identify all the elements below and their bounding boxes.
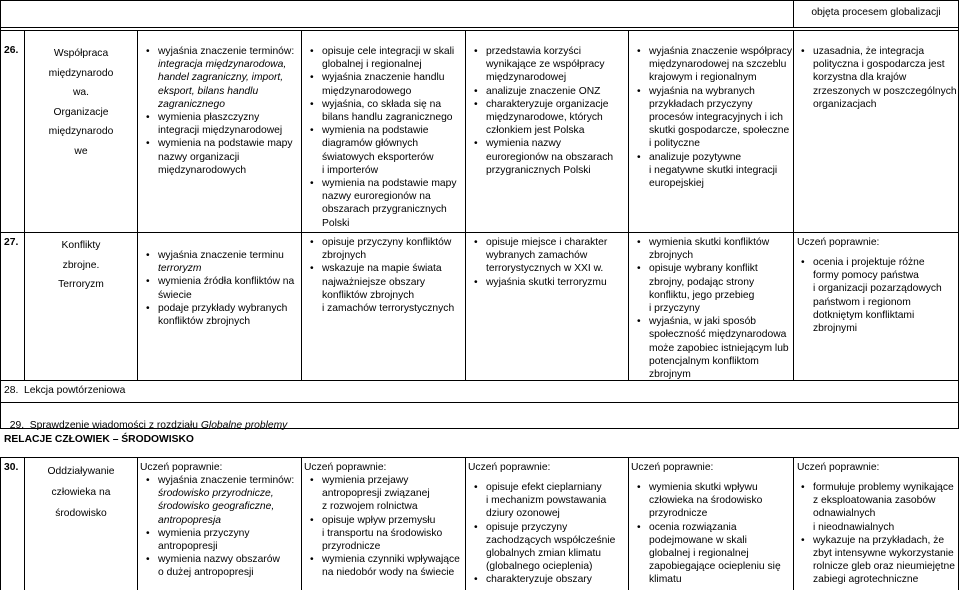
bullet-item: • wymienia płaszczyzny: [146, 111, 294, 124]
bullet-item: • analizuje pozytywne: [637, 151, 792, 164]
topic-line: Oddziaływanie: [47, 466, 115, 477]
bullet-continuation: i importerów: [322, 164, 379, 176]
topic-line: środowisko: [55, 508, 107, 519]
row-27-col4: [474, 236, 607, 289]
bullet-continuation: z rozwojem rolnictwa: [322, 501, 418, 513]
bullet-continuation: terroryzm: [158, 263, 202, 275]
bullet-item: • wymienia na podstawie: [310, 124, 457, 137]
bullet-item: • ocenia rozwiązania: [637, 521, 781, 534]
bullet-continuation: krajowym i regionalnym: [649, 72, 757, 84]
bullet-item: • wymienia przyczyny: [146, 527, 294, 540]
bullet-continuation: zagranicznego: [158, 98, 225, 110]
bullet-continuation: międzynarodowe, których: [486, 112, 603, 124]
bullet-item: • wyjaśnia, w jaki sposób: [637, 315, 789, 328]
bullet-continuation: handel zagraniczny, import,: [158, 72, 284, 84]
bullet-continuation: zbrojny, podając strony: [649, 276, 755, 288]
topic-line: człowieka na: [51, 487, 111, 498]
topic-line: Organizacje: [53, 106, 109, 118]
row-30-col2-heading: Uczeń poprawnie:: [140, 462, 223, 473]
bullet-continuation: i zamachów terrorystycznych: [322, 303, 455, 315]
bullet-continuation: diagramów głównych: [322, 138, 419, 150]
bullet-item: • wymienia na podstawie mapy: [146, 137, 294, 150]
bullet-continuation: korzystna dla krajów: [813, 72, 907, 84]
bullet-continuation: eksport, bilans handlu: [158, 85, 259, 97]
bullet-continuation: konfliktu, jego przebieg: [649, 289, 755, 301]
bullet-continuation: polityczna i gospodarcza jest: [813, 59, 945, 71]
bullet-continuation: nazwy euroregionów na: [322, 191, 431, 203]
bullet-item: • wyjaśnia znaczenie terminu: [146, 249, 294, 262]
bullet-item: • opisuje przyczyny: [474, 521, 615, 534]
bullet-continuation: wybranych zamachów: [486, 250, 588, 262]
row-29-label: 29. Sprawdzenie wiadomości z rozdziału: [9, 420, 201, 432]
row-30-col3-heading: Uczeń poprawnie:: [304, 462, 387, 473]
bullet-continuation: podejmowane w skali: [649, 534, 747, 546]
bullet-continuation: najważniejsze obszary: [322, 276, 426, 288]
bullet-continuation: integracji międzynarodowej: [158, 125, 283, 137]
bullet-continuation: skutki gospodarcze, społeczne: [649, 125, 790, 137]
bullet-continuation: globalnych zmian klimatu: [486, 548, 602, 560]
row-30-col2: [146, 474, 294, 580]
bullet-item: • opisuje wpływ przemysłu: [310, 514, 460, 527]
section-title: RELACJE CZŁOWIEK – ŚRODOWISKO: [4, 434, 194, 445]
bullet-item: • wymienia nazwy obszarów: [146, 553, 294, 566]
bullet-continuation: i transportu na środowisko: [322, 527, 443, 539]
bullet-item: • wskazuje na mapie świata: [310, 262, 454, 275]
bullet-continuation: dziury ozonowej: [486, 508, 560, 520]
row-27-col5: [637, 236, 789, 381]
bullet-continuation: konfliktów zbrojnych: [322, 289, 415, 301]
topic-line: Współpraca: [53, 48, 109, 59]
topic-line: międzynarodo: [48, 126, 114, 137]
row-27-col2: [146, 249, 294, 328]
bullet-continuation: procesów integracyjnych i ich: [649, 112, 783, 124]
row-27-col6: [801, 256, 942, 335]
bullet-continuation: państwom i regionom: [813, 296, 911, 308]
bullet-continuation: o dużej antropopresji: [158, 567, 254, 579]
bullet-continuation: odnawialnych: [813, 508, 876, 520]
bullet-item: • uzasadnia, że integracja: [801, 45, 957, 58]
bullet-item: • wymienia źródła konfliktów na: [146, 275, 294, 288]
bullet-item: • charakteryzuje obszary: [474, 573, 615, 586]
bullet-continuation: wynikające ze współpracy: [486, 59, 605, 71]
bullet-item: • wyjaśnia znaczenie współpracy: [637, 45, 792, 58]
row-27-col3: [310, 236, 454, 315]
bullet-continuation: potencjalnym konfliktom: [649, 355, 759, 367]
row-29-italic-label: Globalne problemy: [200, 420, 288, 432]
topic-line: Terroryzm: [58, 279, 104, 290]
bullet-continuation: konfliktów zbrojnych: [158, 316, 251, 328]
bullet-continuation: członkiem jest Polska: [486, 125, 585, 137]
bullet-continuation: na niedobór wody na świecie: [322, 567, 455, 579]
bullet-item: • przedstawia korzyści: [474, 45, 613, 58]
bullet-continuation: organizacjach: [813, 98, 877, 110]
row-30-col4: [474, 481, 615, 587]
bullet-continuation: i przyczyny: [649, 303, 700, 315]
bullet-continuation: świecie: [158, 289, 192, 301]
bullet-continuation: i organizacji pozarządowych: [813, 283, 942, 295]
bullet-continuation: zbrojnymi: [813, 323, 858, 335]
bullet-item: • wyjaśnia znaczenie terminów:: [146, 474, 294, 487]
bullet-continuation: antropopresja: [158, 514, 221, 526]
topic-line: wa.: [72, 87, 90, 98]
row-30-col6: [801, 481, 955, 587]
bullet-continuation: międzynarodowego: [322, 85, 412, 97]
bullet-continuation: przyrodnicze: [322, 541, 381, 553]
bullet-continuation: i nieodnawialnych: [813, 521, 895, 533]
bullet-continuation: zabiegi agrotechniczne: [813, 574, 919, 586]
bullet-continuation: środowisko geograficzne,: [158, 501, 275, 513]
top-cell-text: objęta procesem globalizacji: [811, 7, 941, 18]
row-30-col5: [637, 481, 781, 587]
bullet-item: • wykazuje na przykładach, że: [801, 534, 955, 547]
bullet-continuation: i polityczne: [649, 138, 700, 150]
bullet-continuation: klimatu: [649, 574, 682, 586]
topic-line: międzynarodo: [48, 67, 114, 79]
bullet-continuation: euroregionów na obszarach: [486, 151, 614, 163]
bullet-item: • analizuje znaczenie ONZ: [474, 85, 613, 98]
bullet-continuation: przykładach przyczyny: [649, 98, 753, 110]
row-28-text: 28. Lekcja powtórzeniowa: [4, 385, 126, 396]
bullet-continuation: przyrodnicze: [649, 508, 708, 520]
bullet-continuation: zbrojnym: [649, 369, 691, 381]
row-27-col6-heading: Uczeń poprawnie:: [797, 237, 880, 248]
bullet-continuation: zachodzących współcześnie: [486, 534, 616, 546]
bullet-item: • wyjaśnia, co składa się na: [310, 98, 457, 111]
row-26-number: 26.: [4, 45, 19, 56]
bullet-continuation: zbrojnych: [649, 250, 694, 262]
bullet-continuation: obszarach przygranicznych: [322, 204, 447, 216]
bullet-continuation: terrorystycznych w XXI w.: [486, 263, 604, 275]
bullet-continuation: środowisko przyrodnicze,: [158, 488, 274, 500]
bullet-continuation: globalnej i regionalnej: [649, 548, 749, 560]
bullet-continuation: przygranicznych Polski: [486, 164, 591, 176]
bullet-continuation: europejskiej: [649, 178, 704, 190]
bullet-item: • opisuje przyczyny konfliktów: [310, 236, 454, 249]
bullet-continuation: może zapobiec istniejącym lub: [649, 342, 789, 354]
bullet-continuation: człowieka na środowisko: [649, 495, 763, 507]
row-26-col5: [637, 45, 792, 190]
bullet-item: • wyjaśnia skutki terroryzmu: [474, 276, 607, 289]
bullet-continuation: i mechanizm powstawania: [486, 495, 607, 507]
bullet-continuation: integracja międzynarodowa,: [158, 59, 287, 71]
bullet-item: • wyjaśnia na wybranych: [637, 85, 792, 98]
row-29-text: [4, 406, 287, 432]
bullet-continuation: zbrojnych: [322, 250, 367, 262]
bullet-item: • ocenia i projektuje różne: [801, 256, 942, 269]
bullet-item: • podaje przykłady wybranych: [146, 302, 294, 315]
bullet-item: • wymienia skutki konfliktów: [637, 236, 789, 249]
topic-line: zbrojne.: [62, 259, 100, 271]
bullet-continuation: zbyt intensywne wykorzystanie: [813, 548, 954, 560]
row-30-col3: [310, 474, 460, 580]
bullet-continuation: i negatywne skutki integracji: [649, 164, 778, 176]
row-27-number: 27.: [4, 237, 19, 248]
bullet-continuation: formy pomocy państwa: [813, 270, 919, 282]
row-26-topic: [26, 44, 136, 161]
row-26-col6: [801, 45, 957, 111]
bullet-item: • opisuje miejsce i charakter: [474, 236, 607, 249]
bullet-continuation: antropopresji związanej: [322, 488, 430, 500]
bullet-continuation: Polski: [322, 217, 350, 229]
bullet-item: • wymienia skutki wpływu: [637, 481, 781, 494]
row-30-col4-heading: Uczeń poprawnie:: [468, 462, 551, 473]
bullet-continuation: globalnej i regionalnej: [322, 59, 422, 71]
bullet-item: • wymienia nazwy: [474, 137, 613, 150]
bullet-continuation: (globalnego ocieplenia): [486, 561, 593, 573]
bullet-item: • wymienia przejawy: [310, 474, 460, 487]
bullet-continuation: światowych eksporterów: [322, 151, 434, 163]
bullet-continuation: zrzeszonych w poszczególnych: [813, 85, 957, 97]
bullet-item: • wymienia czynniki wpływające: [310, 553, 460, 566]
bullet-continuation: międzynarodowych: [158, 164, 247, 176]
bullet-continuation: międzynarodowej na szczeblu: [649, 59, 787, 71]
bullet-item: • wymienia na podstawie mapy: [310, 177, 457, 190]
row-26-col4: [474, 45, 613, 177]
topic-line: Konflikty: [61, 240, 101, 251]
bullet-continuation: zapobiegające ociepleniu się: [649, 561, 781, 573]
bullet-item: • wyjaśnia znaczenie terminów:: [146, 45, 294, 58]
row-30-topic: [26, 461, 136, 524]
bullet-continuation: nazwy organizacji: [158, 151, 240, 163]
bullet-item: • opisuje cele integracji w skali: [310, 45, 457, 58]
bullet-item: • charakteryzuje organizacje: [474, 98, 613, 111]
topic-line: we: [74, 145, 88, 157]
bullet-item: • wyjaśnia znaczenie handlu: [310, 71, 457, 84]
bullet-continuation: z eksploatowania zasobów: [813, 495, 936, 507]
bullet-item: • opisuje wybrany konflikt: [637, 262, 789, 275]
bullet-continuation: dotkniętym konfliktami: [813, 309, 915, 321]
row-30-col5-heading: Uczeń poprawnie:: [631, 462, 714, 473]
bullet-continuation: antropopresji: [158, 541, 218, 553]
row-30-col6-heading: Uczeń poprawnie:: [797, 462, 880, 473]
row-26-col3: [310, 45, 457, 230]
row-27-topic: [26, 236, 136, 295]
row-30-number: 30.: [4, 462, 19, 473]
bullet-item: • opisuje efekt cieplarniany: [474, 481, 615, 494]
bullet-continuation: międzynarodowej: [486, 72, 567, 84]
bullet-continuation: bilans handlu zagranicznego: [322, 112, 453, 124]
bullet-continuation: rolnicze gleb oraz nieumiejętne: [813, 561, 955, 573]
bullet-continuation: społeczność międzynarodowa: [649, 329, 787, 341]
row-26-col2: [146, 45, 294, 177]
bullet-item: • formułuje problemy wynikające: [801, 481, 955, 494]
